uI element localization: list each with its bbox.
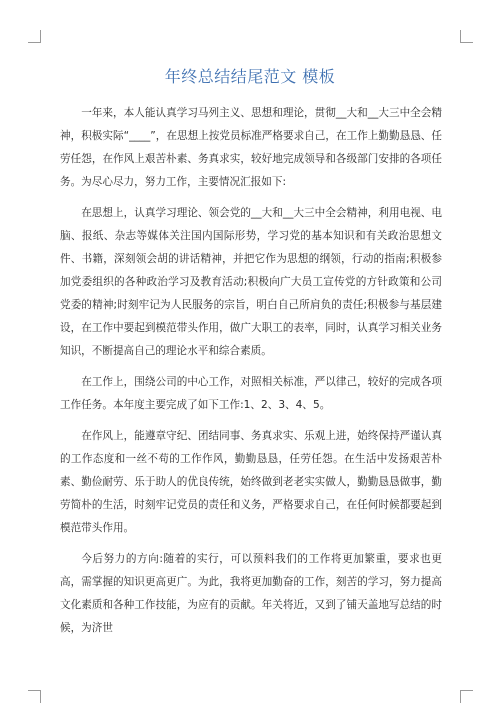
crop-mark-top-right bbox=[460, 30, 473, 43]
paragraph-style: 在作风上，能遵章守纪、团结同事、务真求实、乐观上进，始终保持严谨认真的工作态度和一丝不苟的工作作风，勤勤恳恳，任劳任怨。在生活中发扬艰苦朴素、勤俭耐劳、乐于助人的优良传统，始终做到老老实实做人，勤勤恳恳做事，勤劳简朴的生活，时刻牢记党员的责任和义务，严格要求自己，在任何时候都要起到模范带头作用。 bbox=[60, 430, 442, 534]
paragraph-intro: 一年来，本人能认真学习马列主义、思想和理论，贯彻__大和__大三中全会精神，积极实际“____”，在思想上按党员标准严格要求自己，在工作上勤勤恳恳、任劳任怨，在作风上艰苦朴素、务真求实，较好地完成领导和各级部门安排的各项任务。为尽心尽力，努力工作，主要情况汇报如下: bbox=[60, 107, 442, 188]
document-title: 年终总结结尾范文 模板 bbox=[164, 67, 336, 86]
paragraph-future: 今后努力的方向:随着的实行，可以预料我们的工作将更加繁重，要求也更高，需掌握的知识更高更广。为此，我将更加勤奋的工作，刻苦的学习，努力提高文化素质和各种工作技能，为应有的贡献。年关将近，又到了铺天盖地写总结的时候，为济世 bbox=[60, 553, 442, 634]
crop-mark-top-left bbox=[28, 30, 41, 43]
crop-mark-bottom-left bbox=[28, 690, 41, 703]
crop-mark-bottom-right bbox=[460, 690, 473, 703]
document-body bbox=[60, 102, 442, 648]
paragraph-work: 在工作上，围绕公司的中心工作，对照相关标准，严以律己，较好的完成各项工作任务。本年度主要完成了如下工作:1、2、3、4、5。 bbox=[60, 376, 442, 411]
paragraph-thought: 在思想上，认真学习理论、领会党的__大和__大三中全会精神，利用电视、电脑、报纸、杂志等媒体关注国内国际形势，学习党的基本知识和有关政治思想文件、书籍，深刻领会胡的讲话精神，并把它作为思想的纲领，行动的指南;积极参加党委组织的各种政治学习及教育活动;积极向广大员工宣传党的方针政策和公司党委的精神;时刻牢记为人民服务的宗旨，明白自己所肩负的责任;积极参与基层建设，在工作中要起到模范带头作用，做广大职工的表率，同时，认真学习相关业务知识，不断提高自己的理论水平和综合素质。 bbox=[60, 207, 442, 357]
